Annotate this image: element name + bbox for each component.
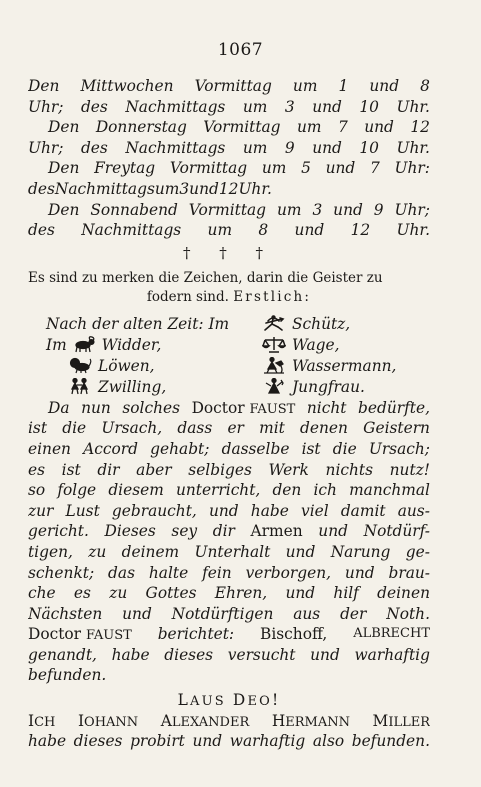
paragraph-line: gericht. Dieses sey dir Armen und Notdürf- — [28, 522, 430, 541]
word: und — [364, 118, 394, 137]
word: Uhr: — [394, 159, 430, 178]
word: 8 — [420, 77, 430, 95]
water-bearer-sign-icon — [262, 357, 286, 374]
paragraph-line: so folge diesem unterricht, den ich manchmal — [28, 481, 430, 500]
sign-label-wassermann: Wassermann, — [292, 356, 397, 375]
closing-line: befunden. — [28, 666, 107, 685]
schedule-line — [28, 117, 430, 138]
archer-sign-icon — [262, 315, 286, 332]
word: 12 — [218, 179, 239, 198]
word: 10 — [359, 97, 379, 116]
sign-row — [46, 356, 426, 377]
word: Uhr; — [394, 200, 430, 219]
sign-label-wage: Wage, — [292, 335, 340, 354]
paragraph-line: tigen, zu deinem Unterhalt und Narung ge- — [28, 542, 430, 561]
word: um — [154, 179, 180, 198]
word: Vormittag — [203, 118, 281, 137]
word: 9 — [373, 200, 384, 219]
sign-label-jungfrau: Jungfrau. — [292, 377, 365, 396]
paragraph-line: Da nun solches Doctor FAUST nicht bedürfte, — [48, 398, 430, 417]
closing-berichtet: berichtet: — [157, 625, 235, 644]
word: und — [333, 200, 363, 219]
word: 8 — [258, 221, 269, 240]
lion-sign-icon — [68, 357, 92, 374]
word: des — [80, 97, 108, 116]
word: Den — [48, 159, 80, 178]
word: 9 — [284, 138, 295, 157]
paragraph-line: schenkt; das halte fein verborgen, und brau- — [28, 563, 430, 582]
paragraph-line: zur Lust gebraucht, und habe viel damit aus- — [28, 501, 430, 520]
signs-im-label: Im — [46, 335, 67, 354]
sign-row — [46, 377, 426, 398]
intro-line: Es sind zu merken die Zeichen, darin die Geister zu — [28, 269, 383, 286]
word: Nachmittags — [81, 221, 182, 240]
schedule-line — [28, 76, 430, 97]
word: und — [325, 159, 356, 178]
schedule-line — [28, 138, 430, 159]
page-body — [28, 76, 430, 752]
word: Den — [28, 77, 60, 95]
word: 10 — [359, 138, 379, 157]
sign-label-widder: Widder, — [101, 335, 162, 354]
word: 12 — [350, 221, 371, 240]
word: Donnerstag — [95, 118, 187, 137]
sign-entry — [262, 356, 396, 377]
laus-deo: LAUS DEO! — [177, 691, 281, 710]
schedule-line — [28, 158, 430, 179]
word: Uhr. — [238, 179, 272, 198]
word: und — [294, 221, 325, 240]
paragraph-line: es ist dir aber selbiges Werk nichts nutz! — [28, 460, 430, 479]
signer-line: ICH IOHANN ALEXANDER HERMANN MILLER — [28, 711, 430, 730]
sign-label-schuetz: Schütz, — [292, 314, 351, 333]
instruction-paragraph — [28, 398, 430, 625]
closing-bischoff: Bischoff, — [260, 625, 328, 644]
paragraph-line: che es zu Gottes Ehren, und hilf deinen — [28, 584, 430, 603]
sign-row — [46, 335, 426, 356]
word: Uhr. — [396, 97, 430, 116]
closing-albrecht: ALBRECHT — [353, 626, 430, 642]
schedule-block — [28, 76, 430, 241]
paragraph-line: einen Accord gehabt; dasselbe ist die Ursach; — [28, 439, 430, 458]
final-line: habe dieses probirt und warhaftig also befunden. — [28, 732, 430, 751]
word: Nachmittags — [125, 138, 226, 157]
closing-line — [28, 624, 430, 645]
sign-entry — [46, 335, 161, 356]
schedule-line — [28, 97, 430, 118]
word: Uhr; — [28, 97, 64, 116]
word: und — [312, 97, 342, 116]
word: 5 — [301, 159, 311, 178]
word: um — [207, 221, 233, 240]
sign-entry — [262, 314, 350, 335]
word: Uhr. — [396, 138, 430, 157]
name-doctor-faust: Doctor FAUST — [191, 398, 296, 417]
paragraph-line: Nächsten und Notdürftigen aus der Noth. — [28, 604, 430, 623]
sign-label-loewen: Löwen, — [98, 356, 155, 375]
word: Nachmittags — [54, 179, 155, 198]
sign-label-zwilling: Zwilling, — [98, 377, 167, 396]
schedule-line — [28, 179, 430, 200]
word: Den — [48, 118, 80, 137]
word-armen: Armen — [250, 522, 303, 541]
word: Sonnabend — [90, 200, 178, 219]
closing-line: genandt, habe dieses versucht und warhaftig — [28, 645, 430, 664]
sign-entry — [46, 356, 155, 377]
word: Vormittag — [194, 77, 272, 95]
sign-entry — [46, 377, 166, 398]
word: Vormittag — [188, 200, 267, 219]
word: Mittwochen — [80, 77, 174, 95]
word: um — [261, 159, 287, 178]
word: des — [80, 138, 108, 157]
schedule-line — [28, 220, 430, 241]
word: 3 — [312, 200, 323, 219]
word: Uhr; — [28, 138, 64, 157]
word: 7 — [370, 159, 380, 178]
word: Vormittag — [169, 159, 248, 178]
intro-line-2 — [28, 288, 430, 308]
twins-sign-icon — [68, 378, 92, 395]
intro-fodern: fodern sind. — [146, 289, 229, 306]
ram-sign-icon — [72, 336, 96, 353]
word: 3 — [179, 179, 190, 198]
scales-sign-icon — [262, 336, 286, 353]
virgin-sign-icon — [262, 378, 286, 395]
word: um — [297, 118, 322, 137]
page-number: 1067 — [217, 40, 264, 60]
word: Den — [48, 200, 80, 219]
paragraph-line: ist die Ursach, dass er mit denen Geistern — [28, 419, 430, 438]
word: um — [242, 97, 268, 116]
schedule-line — [28, 200, 430, 221]
closing-block — [28, 624, 430, 752]
word: 12 — [410, 118, 430, 137]
three-crosses: † † † — [182, 243, 276, 262]
word: um — [242, 138, 268, 157]
sign-row — [46, 314, 426, 335]
intro-erstlich: Erstlich: — [233, 289, 312, 306]
sign-entry — [262, 335, 340, 356]
signs-intro-label: Nach der alten Zeit: Im — [46, 314, 230, 333]
word: und — [369, 77, 400, 95]
word: und — [189, 179, 219, 198]
word: Uhr. — [396, 221, 430, 240]
word: Freytag — [94, 159, 156, 178]
word: um — [276, 200, 302, 219]
word: und — [312, 138, 342, 157]
word: Nachmittags — [125, 97, 226, 116]
word: 3 — [284, 97, 295, 116]
closing-doctor: Doctor FAUST — [28, 625, 132, 644]
word: 7 — [337, 118, 348, 137]
sign-entry — [262, 377, 365, 398]
zodiac-sign-list — [46, 314, 426, 398]
word: des — [28, 221, 55, 240]
word: um — [292, 77, 318, 95]
word: des — [28, 179, 55, 198]
word: 1 — [338, 77, 349, 95]
